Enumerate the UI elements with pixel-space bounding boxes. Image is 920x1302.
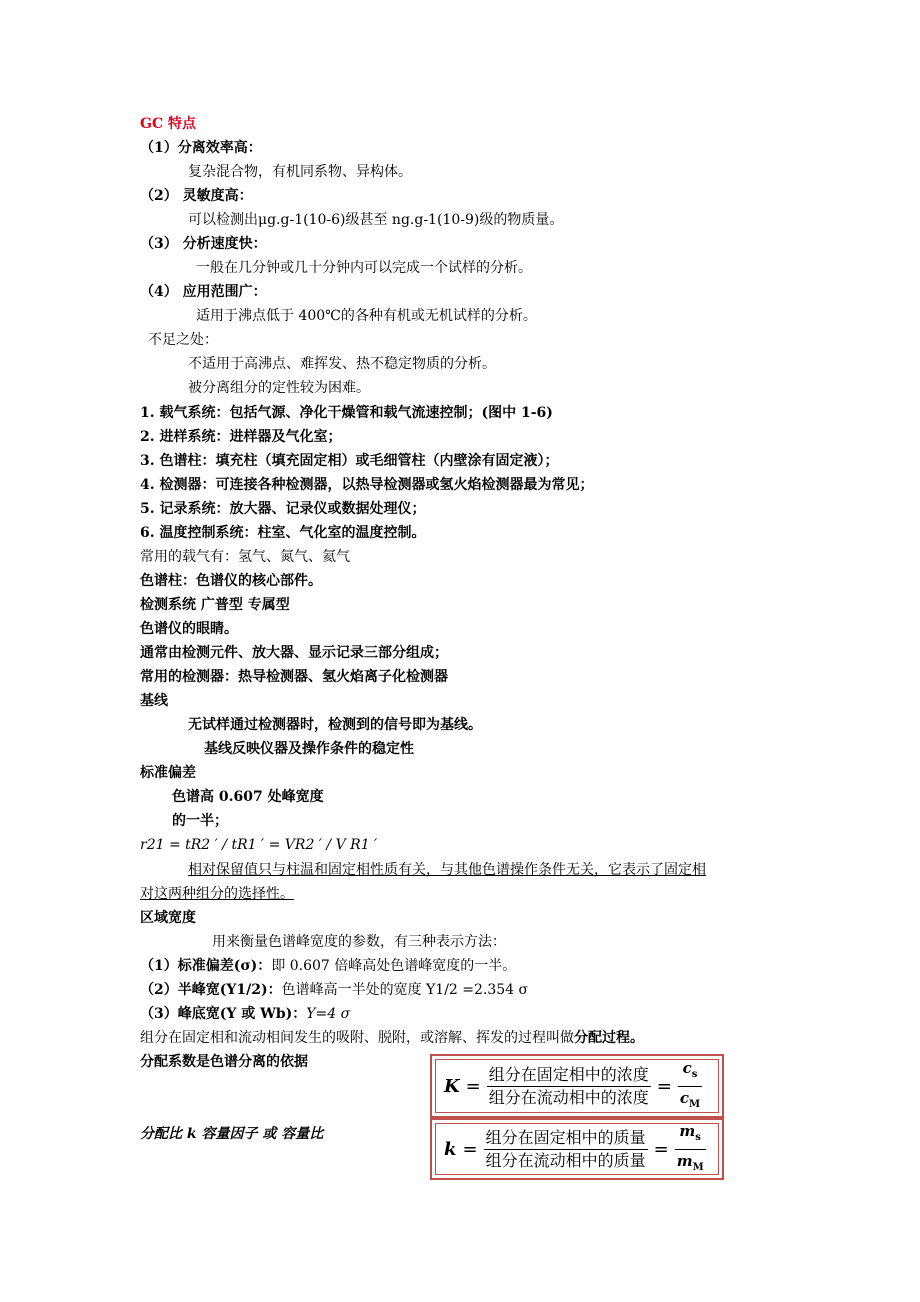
formula-box-K [430, 1054, 724, 1118]
distribution-ratio-line: 分配比 k 容量因子 或 容量比 [140, 1126, 324, 1142]
section-title-gc: GC 特点 [140, 116, 196, 132]
formula-k-ratio-den: $m_M$ [676, 1151, 704, 1173]
relative-retention-formula: r21 = tR2 ′ / tR1 ′ = VR2 ′ / V R1 ′ [140, 837, 378, 853]
formula-K-fraction [487, 1065, 651, 1108]
feature-4-body: 适用于沸点低于 400℃的各种有机或无机试样的分析。 [196, 308, 537, 324]
zone-width-heading: 区域宽度 [140, 910, 196, 926]
formula-k-numerator: 组分在固定相中的质量 [485, 1127, 646, 1147]
shortcoming-2: 被分离组分的定性较为困难。 [188, 380, 370, 396]
baseline-heading: 基线 [140, 693, 168, 709]
formula-K-ratio-num: $c_s$ [682, 1058, 698, 1080]
zone-width-item-1-label: （1）标准偏差(σ)： [140, 958, 272, 974]
zone-width-item-2-text: 色谱峰高一半处的宽度 Y1/2 =2.354 σ [281, 982, 529, 998]
formula-k-ratio-num: $m_s$ [679, 1121, 701, 1143]
distribution-process-term: 分配过程。 [574, 1030, 644, 1046]
baseline-stability: 基线反映仪器及操作条件的稳定性 [204, 741, 414, 757]
system-item-4: 4. 检测器：可连接各种检测器，以热导检测器或氢火焰检测器最为常见； [140, 477, 594, 493]
zone-width-item-3-label: （3）峰底宽(Y 或 Wb)： [140, 1006, 307, 1022]
formula-box-k [430, 1118, 724, 1180]
zone-width-intro: 用来衡量色谱峰宽度的参数，有三种表示方法： [212, 934, 506, 950]
formula-k-symbol: k [444, 1138, 457, 1160]
formula-K-ratio-den: $c_M$ [679, 1088, 701, 1110]
system-item-1: 1. 载气系统：包括气源、净化干燥管和载气流速控制；(图中 1-6) [140, 405, 553, 421]
formula-k-denominator: 组分在流动相中的质量 [485, 1150, 646, 1170]
distribution-process-text: 组分在固定相和流动相间发生的吸附、脱附，或溶解、挥发的过程叫做 [140, 1030, 574, 1046]
feature-2-body: 可以检测出μg.g-1(10-6)级甚至 ng.g-1(10-9)级的物质量。 [188, 212, 564, 228]
column-line: 色谱柱：色谱仪的核心部件。 [140, 573, 322, 589]
zone-width-item-2 [140, 980, 528, 1000]
feature-1-heading: （1）分离效率高： [140, 140, 262, 156]
formula-K-symbol: K [444, 1075, 460, 1097]
system-item-2: 2. 进样系统：进样器及气化室； [140, 429, 342, 445]
formula-K-numerator: 组分在固定相中的浓度 [488, 1064, 649, 1084]
system-item-5: 5. 记录系统：放大器、记录仪或数据处理仪； [140, 501, 426, 517]
composition-line: 通常由检测元件、放大器、显示记录三部分组成； [140, 645, 448, 661]
feature-3-body: 一般在几分钟或几十分钟内可以完成一个试样的分析。 [196, 260, 532, 276]
zone-width-item-3 [140, 1004, 350, 1024]
formula-k-ratio [675, 1121, 706, 1178]
system-item-3: 3. 色谱柱：填充柱（填充固定相）或毛细管柱（内壁涂有固定液）； [140, 453, 559, 469]
detection-system-line: 检测系统 广普型 专属型 [140, 597, 290, 613]
std-dev-line-2: 的一半； [172, 813, 228, 829]
formula-K-equals: = [465, 1075, 481, 1097]
formula-K-equals-2: = [656, 1075, 672, 1097]
zone-width-item-1-text: 即 0.607 倍峰高处色谱峰宽度的一半。 [271, 958, 517, 974]
detectors-line: 常用的检测器：热导检测器、氢火焰离子化检测器 [140, 669, 448, 685]
distribution-process-line [140, 1028, 644, 1048]
relative-retention-note-1: 相对保留值只与柱温和固定相性质有关，与其他色谱操作条件无关，它表示了固定相 [188, 862, 706, 878]
feature-3-heading: （3） 分析速度快： [140, 236, 267, 252]
shortcomings-heading: 不足之处： [148, 332, 218, 348]
carrier-gas-line: 常用的载气有：氢气、氮气、氦气 [140, 549, 350, 565]
feature-4-heading: （4） 应用范围广： [140, 284, 267, 300]
zone-width-item-3-text: Y=4 σ [306, 1006, 351, 1022]
shortcoming-1: 不适用于高沸点、难挥发、热不稳定物质的分析。 [188, 356, 496, 372]
distribution-coefficient-line: 分配系数是色谱分离的依据 [140, 1054, 308, 1070]
formula-K-denominator: 组分在流动相中的浓度 [488, 1087, 649, 1107]
relative-retention-note-2: 对这两种组分的选择性。 [140, 886, 294, 902]
zone-width-item-1 [140, 956, 516, 976]
zone-width-item-2-label: （2）半峰宽(Y1/2)： [140, 982, 282, 998]
formula-k-equals-2: = [653, 1138, 669, 1160]
std-dev-line-1: 色谱高 0.607 处峰宽度 [172, 789, 324, 805]
formula-K-ratio [678, 1058, 702, 1115]
baseline-definition: 无试样通过检测器时，检测到的信号即为基线。 [188, 717, 482, 733]
std-dev-heading: 标准偏差 [140, 765, 196, 781]
formula-k-fraction [484, 1128, 648, 1171]
eyes-line: 色谱仪的眼睛。 [140, 621, 238, 637]
formula-k-equals: = [462, 1138, 478, 1160]
feature-1-body: 复杂混合物，有机同系物、异构体。 [188, 164, 412, 180]
feature-2-heading: （2） 灵敏度高： [140, 188, 253, 204]
system-item-6: 6. 温度控制系统：柱室、气化室的温度控制。 [140, 525, 426, 541]
